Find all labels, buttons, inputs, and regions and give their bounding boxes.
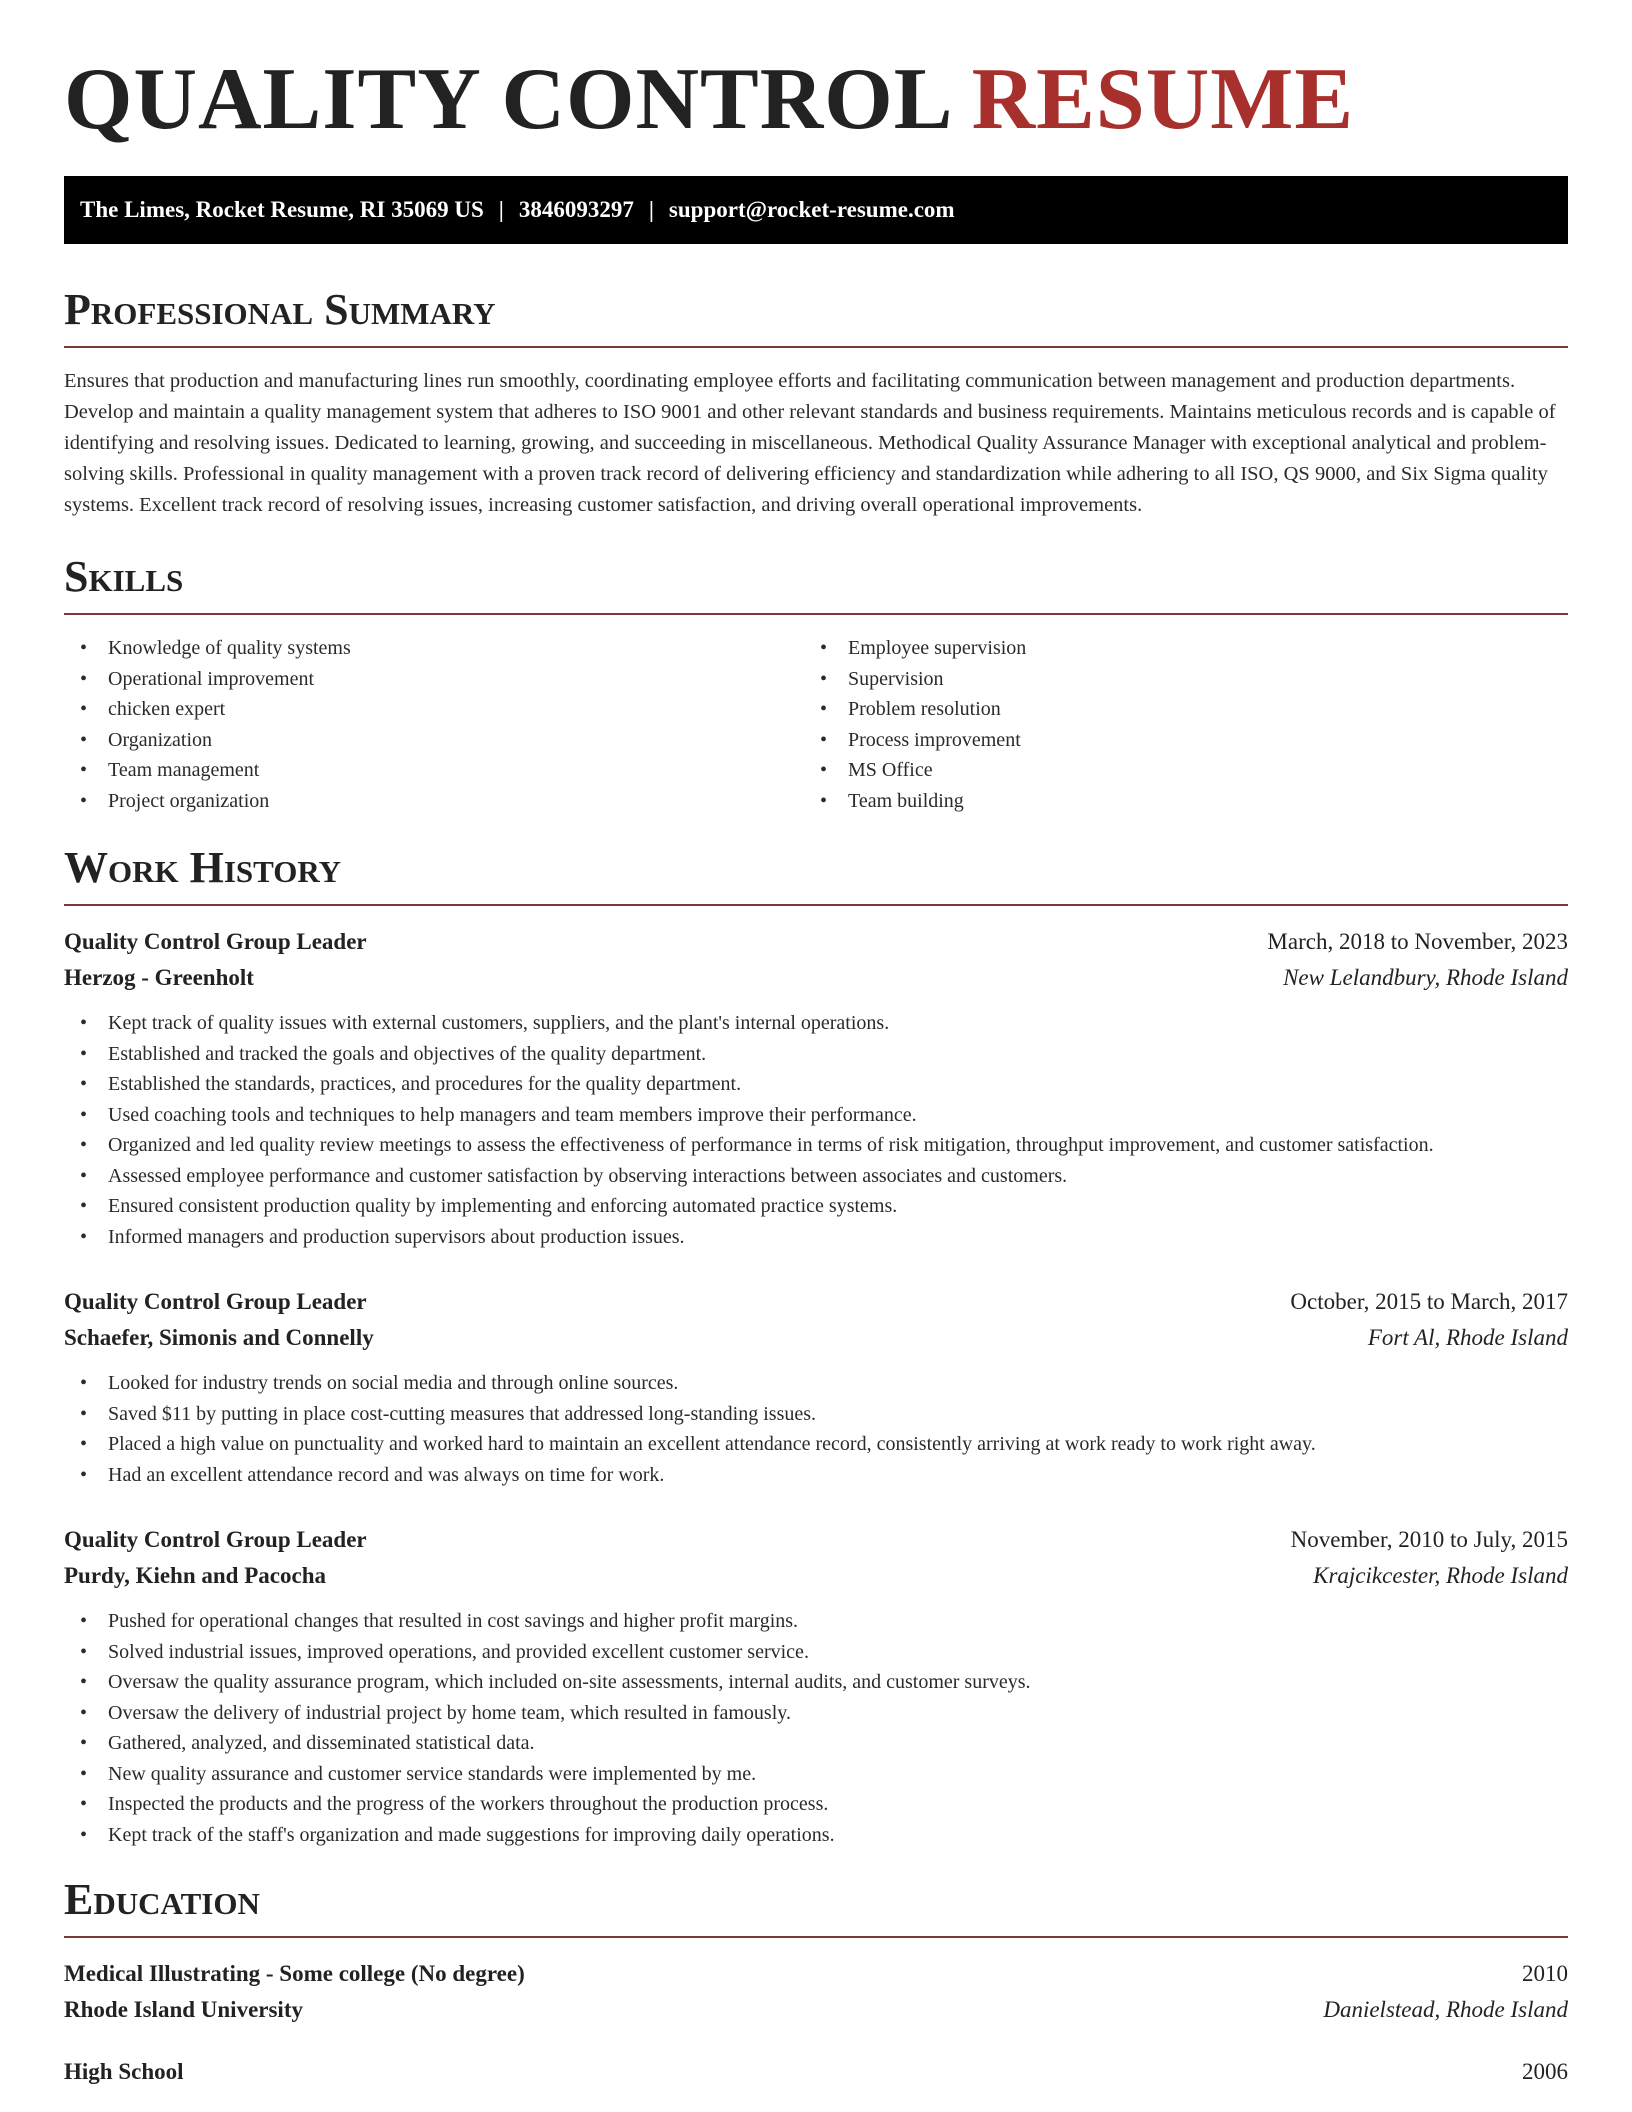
job-bullets — [64, 1368, 1568, 1490]
job-bullet: • Looked for industry trends on social media and through online sources. — [64, 1368, 1568, 1399]
education-school: Rhode Island University — [64, 1997, 303, 2022]
job-dates: March, 2018 to November, 2023 — [1267, 929, 1568, 954]
job-entry — [64, 924, 1568, 1252]
education-entry — [64, 2054, 1568, 2090]
job-bullet: • Gathered, analyzed, and disseminated statistical data. — [64, 1728, 1568, 1759]
skill-item: • Organization — [64, 725, 804, 756]
job-bullet: • Kept track of quality issues with external customers, suppliers, and the plant's internal operations. — [64, 1008, 1568, 1039]
contact-separator: | — [498, 197, 504, 222]
resume-title — [64, 0, 1568, 148]
job-bullets — [64, 1008, 1568, 1252]
education-degree: High School — [64, 2059, 184, 2084]
contact-bar — [64, 176, 1568, 244]
job-company: Purdy, Kiehn and Pacocha — [64, 1563, 326, 1588]
job-bullet: • Informed managers and production supervisors about production issues. — [64, 1222, 1568, 1253]
job-location: New Lelandbury, Rhode Island — [1283, 965, 1568, 990]
job-bullet: • Assessed employee performance and customer satisfaction by observing interactions between associates and customers. — [64, 1161, 1568, 1192]
job-bullet: • New quality assurance and customer service standards were implemented by me. — [64, 1759, 1568, 1790]
job-bullet: • Kept track of the staff's organization and made suggestions for improving daily operations. — [64, 1820, 1568, 1851]
job-header-row — [64, 1284, 1568, 1320]
job-dates: November, 2010 to July, 2015 — [1290, 1527, 1568, 1552]
job-company: Herzog - Greenholt — [64, 965, 254, 990]
skills-column-right — [804, 633, 1544, 816]
education-heading: Education — [64, 1878, 1568, 1938]
job-bullet: • Solved industrial issues, improved operations, and provided excellent customer service. — [64, 1637, 1568, 1668]
education-year: 2006 — [1522, 2059, 1568, 2084]
education-location: Danielstead, Rhode Island — [1323, 1997, 1568, 2022]
education-school-row — [64, 1992, 1568, 2028]
job-bullet: • Saved $11 by putting in place cost-cutting measures that addressed long-standing issues. — [64, 1399, 1568, 1430]
job-bullet: • Placed a high value on punctuality and worked hard to maintain an excellent attendance record, consistently arriving at work ready to work right away. — [64, 1429, 1568, 1460]
job-title: Quality Control Group Leader — [64, 929, 367, 954]
education-entry — [64, 1956, 1568, 2028]
education-year: 2010 — [1522, 1961, 1568, 1986]
skill-item: • Team building — [804, 786, 1544, 817]
job-company-row — [64, 960, 1568, 996]
job-title: Quality Control Group Leader — [64, 1527, 367, 1552]
summary-heading: Professional Summary — [64, 288, 1568, 348]
job-company-row — [64, 1320, 1568, 1356]
skills-heading: Skills — [64, 555, 1568, 615]
job-entry — [64, 1284, 1568, 1490]
contact-separator: | — [648, 197, 654, 222]
job-header-row — [64, 924, 1568, 960]
job-bullet: • Inspected the products and the progress of the workers throughout the production process. — [64, 1789, 1568, 1820]
job-company: Schaefer, Simonis and Connelly — [64, 1325, 374, 1350]
job-bullet: • Oversaw the delivery of industrial project by home team, which resulted in famously. — [64, 1698, 1568, 1729]
job-company-row — [64, 1558, 1568, 1594]
skill-item: • Team management — [64, 755, 804, 786]
title-accent: RESUME — [971, 51, 1355, 148]
job-bullet: • Established and tracked the goals and objectives of the quality department. — [64, 1039, 1568, 1070]
resume-page — [64, 0, 1568, 2090]
education-header-row — [64, 2054, 1568, 2090]
contact-email: support@rocket-resume.com — [668, 197, 955, 222]
education-header-row — [64, 1956, 1568, 1992]
job-bullet: • Pushed for operational changes that resulted in cost savings and higher profit margins. — [64, 1606, 1568, 1637]
summary-text: Ensures that production and manufacturing lines run smoothly, coordinating employee efforts and facilitating communication between management and production departments. Develop and maintain a quality management system that adheres to ISO 9001 and other relevant standards and business requirements. Maintains meticulous records and is capable of identifying and resolving issues. Dedicated to learning, growing, and succeeding in miscellaneous. Methodical Quality Assurance Manager with exceptional analytical and problem-solving skills. Professional in quality management with a proven track record of delivering efficiency and standardization while adhering to all ISO, QS 9000, and Six Sigma quality systems. Excellent track record of resolving issues, increasing customer satisfaction, and driving overall operational improvements. — [64, 370, 1556, 516]
job-location: Fort Al, Rhode Island — [1367, 1325, 1568, 1350]
title-main: QUALITY CONTROL — [64, 51, 949, 148]
job-bullet: • Ensured consistent production quality by implementing and enforcing automated practice systems. — [64, 1191, 1568, 1222]
skills-column-left — [64, 633, 804, 816]
job-title: Quality Control Group Leader — [64, 1289, 367, 1314]
skill-item: • chicken expert — [64, 694, 804, 725]
job-bullet: • Had an excellent attendance record and was always on time for work. — [64, 1460, 1568, 1491]
skills-grid — [64, 633, 1568, 816]
skill-item: • Employee supervision — [804, 633, 1544, 664]
skill-item: • Project organization — [64, 786, 804, 817]
job-entry — [64, 1522, 1568, 1850]
job-bullet: • Established the standards, practices, and procedures for the quality department. — [64, 1069, 1568, 1100]
skill-item: • Knowledge of quality systems — [64, 633, 804, 664]
work-heading: Work History — [64, 846, 1568, 906]
contact-phone: 3846093297 — [518, 197, 634, 222]
job-dates: October, 2015 to March, 2017 — [1290, 1289, 1568, 1314]
job-bullet: • Used coaching tools and techniques to help managers and team members improve their performance. — [64, 1100, 1568, 1131]
skill-item: • MS Office — [804, 755, 1544, 786]
skill-item: • Process improvement — [804, 725, 1544, 756]
skill-item: • Supervision — [804, 664, 1544, 695]
skill-item: • Problem resolution — [804, 694, 1544, 725]
skill-item: • Operational improvement — [64, 664, 804, 695]
job-bullet: • Organized and led quality review meetings to assess the effectiveness of performance in terms of risk mitigation, throughput improvement, and customer satisfaction. — [64, 1130, 1568, 1161]
job-bullet: • Oversaw the quality assurance program, which included on-site assessments, internal audits, and customer surveys. — [64, 1667, 1568, 1698]
contact-address: The Limes, Rocket Resume, RI 35069 US — [80, 197, 484, 222]
job-bullets — [64, 1606, 1568, 1850]
job-location: Krajcikcester, Rhode Island — [1313, 1563, 1568, 1588]
education-degree: Medical Illustrating - Some college (No degree) — [64, 1961, 525, 1986]
job-header-row — [64, 1522, 1568, 1558]
